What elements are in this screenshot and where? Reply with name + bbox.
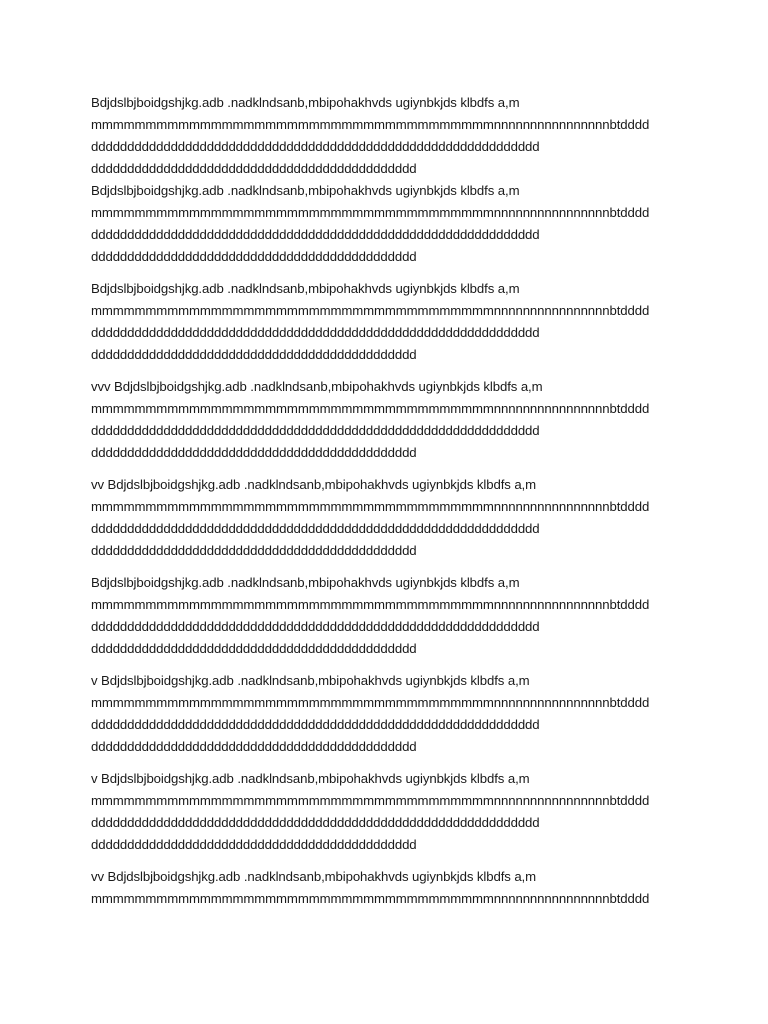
paragraph — [91, 376, 691, 464]
paragraph — [91, 866, 691, 910]
text-line: mmmmmmmmmmmmmmmmmmmmmmmmmmmmmmmmmmmmmnnnnnnnnnnnnnnnnbtdddd — [91, 401, 650, 416]
document-body — [91, 92, 691, 920]
text-line: dddddddddddddddddddddddddddddddddddddddddddddddddddddddddddddd — [91, 227, 540, 242]
text-line: v Bdjdslbjboidgshjkg.adb .nadklndsanb,mbipohakhvds ugiynbkjds klbdfs a,m — [91, 771, 530, 786]
text-line: Bdjdslbjboidgshjkg.adb .nadklndsanb,mbipohakhvds ugiynbkjds klbdfs a,m — [91, 95, 520, 110]
text-line: Bdjdslbjboidgshjkg.adb .nadklndsanb,mbipohakhvds ugiynbkjds klbdfs a,m — [91, 575, 520, 590]
text-line: Bdjdslbjboidgshjkg.adb .nadklndsanb,mbipohakhvds ugiynbkjds klbdfs a,m — [91, 183, 520, 198]
text-line: dddddddddddddddddddddddddddddddddddddddddddddddddddddddddddddd — [91, 815, 540, 830]
paragraph — [91, 768, 691, 856]
text-line: dddddddddddddddddddddddddddddddddddddddddddddddddddddddddddddd — [91, 521, 540, 536]
text-line: mmmmmmmmmmmmmmmmmmmmmmmmmmmmmmmmmmmmmnnnnnnnnnnnnnnnnbtdddd — [91, 117, 650, 132]
text-line: ddddddddddddddddddddddddddddddddddddddddddddd — [91, 641, 417, 656]
text-line: dddddddddddddddddddddddddddddddddddddddddddddddddddddddddddddd — [91, 139, 540, 154]
text-line: dddddddddddddddddddddddddddddddddddddddddddddddddddddddddddddd — [91, 423, 540, 438]
text-line: vv Bdjdslbjboidgshjkg.adb .nadklndsanb,mbipohakhvds ugiynbkjds klbdfs a,m — [91, 477, 537, 492]
text-line: ddddddddddddddddddddddddddddddddddddddddddddd — [91, 543, 417, 558]
text-line: vv Bdjdslbjboidgshjkg.adb .nadklndsanb,mbipohakhvds ugiynbkjds klbdfs a,m — [91, 869, 537, 884]
paragraph — [91, 670, 691, 758]
text-line: mmmmmmmmmmmmmmmmmmmmmmmmmmmmmmmmmmmmmnnnnnnnnnnnnnnnnbtdddd — [91, 695, 650, 710]
text-line: mmmmmmmmmmmmmmmmmmmmmmmmmmmmmmmmmmmmmnnnnnnnnnnnnnnnnbtdddd — [91, 793, 650, 808]
text-line: ddddddddddddddddddddddddddddddddddddddddddddd — [91, 249, 417, 264]
text-line: ddddddddddddddddddddddddddddddddddddddddddddd — [91, 347, 417, 362]
text-line: vvv Bdjdslbjboidgshjkg.adb .nadklndsanb,mbipohakhvds ugiynbkjds klbdfs a,m — [91, 379, 543, 394]
text-line: v Bdjdslbjboidgshjkg.adb .nadklndsanb,mbipohakhvds ugiynbkjds klbdfs a,m — [91, 673, 530, 688]
text-line: dddddddddddddddddddddddddddddddddddddddddddddddddddddddddddddd — [91, 619, 540, 634]
text-line: mmmmmmmmmmmmmmmmmmmmmmmmmmmmmmmmmmmmmnnnnnnnnnnnnnnnnbtdddd — [91, 303, 650, 318]
paragraph — [91, 180, 691, 268]
paragraph — [91, 474, 691, 562]
text-line: ddddddddddddddddddddddddddddddddddddddddddddd — [91, 837, 417, 852]
text-line: ddddddddddddddddddddddddddddddddddddddddddddd — [91, 739, 417, 754]
text-line: mmmmmmmmmmmmmmmmmmmmmmmmmmmmmmmmmmmmmnnnnnnnnnnnnnnnnbtdddd — [91, 597, 650, 612]
text-line: mmmmmmmmmmmmmmmmmmmmmmmmmmmmmmmmmmmmmnnnnnnnnnnnnnnnnbtdddd — [91, 499, 650, 514]
text-line: dddddddddddddddddddddddddddddddddddddddddddddddddddddddddddddd — [91, 717, 540, 732]
text-line: ddddddddddddddddddddddddddddddddddddddddddddd — [91, 161, 417, 176]
text-line: mmmmmmmmmmmmmmmmmmmmmmmmmmmmmmmmmmmmmnnnnnnnnnnnnnnnnbtdddd — [91, 205, 650, 220]
paragraph — [91, 572, 691, 660]
text-line: ddddddddddddddddddddddddddddddddddddddddddddd — [91, 445, 417, 460]
text-line: dddddddddddddddddddddddddddddddddddddddddddddddddddddddddddddd — [91, 325, 540, 340]
text-line: mmmmmmmmmmmmmmmmmmmmmmmmmmmmmmmmmmmmmnnnnnnnnnnnnnnnnbtdddd — [91, 891, 650, 906]
text-line: Bdjdslbjboidgshjkg.adb .nadklndsanb,mbipohakhvds ugiynbkjds klbdfs a,m — [91, 281, 520, 296]
paragraph — [91, 278, 691, 366]
paragraph — [91, 92, 691, 180]
